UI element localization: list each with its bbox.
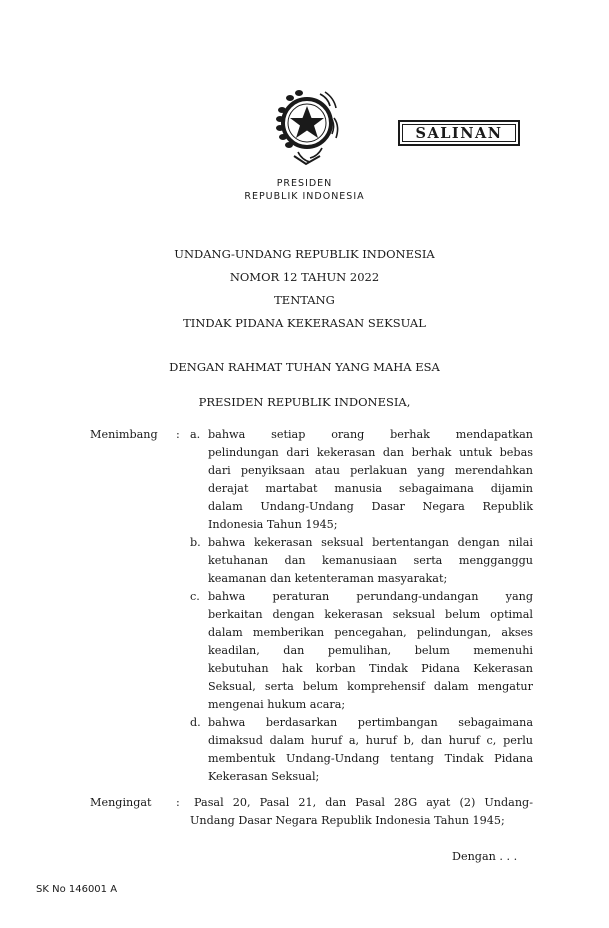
- salinan-label: SALINAN: [402, 124, 516, 142]
- menimbang-colon: :: [176, 428, 180, 441]
- state-emblem-icon: [270, 86, 344, 168]
- law-number: NOMOR 12 TAHUN 2022: [229, 270, 380, 284]
- menimbang-d-line: dimaksud dalam huruf a, huruf b, dan huruf c, perlu: [208, 734, 533, 747]
- header-president: PRESIDEN: [276, 178, 333, 189]
- law-title: UNDANG-UNDANG REPUBLIK INDONESIA: [174, 247, 435, 261]
- continuation-text: Dengan . . .: [452, 850, 518, 863]
- menimbang-c-line: keadilan, dan pemulihan, belum memenuhi: [208, 644, 533, 657]
- menimbang-c-line: kebutuhan hak korban Tindak Pidana Kekerasan: [208, 662, 533, 675]
- menimbang-a-line: bahwa setiap orang berhak mendapatkan: [208, 428, 533, 441]
- menimbang-b-line: ketuhanan dan kemanusiaan serta mengganggu: [208, 554, 533, 567]
- salinan-stamp: [398, 120, 520, 146]
- menimbang-marker-c: c.: [190, 590, 200, 603]
- menimbang-c-line: bahwa peraturan perundang-undangan yang: [208, 590, 533, 603]
- header-republic: REPUBLIK INDONESIA: [244, 191, 365, 202]
- menimbang-b-line: keamanan dan ketenteraman masyarakat;: [208, 572, 448, 585]
- law-subject: TINDAK PIDANA KEKERASAN SEKSUAL: [183, 316, 426, 330]
- menimbang-d-line: bahwa berdasarkan pertimbangan sebagaimana: [208, 716, 533, 729]
- mengingat-label: Mengingat: [90, 796, 152, 809]
- menimbang-c-line: dalam memberikan pencegahan, pelindungan, akses: [208, 626, 533, 639]
- menimbang-d-line: membentuk Undang-Undang tentang Tindak Pidana: [208, 752, 533, 765]
- law-tentang: TENTANG: [274, 293, 335, 307]
- preamble-grace: DENGAN RAHMAT TUHAN YANG MAHA ESA: [169, 360, 440, 374]
- mengingat-colon: :: [176, 796, 180, 809]
- menimbang-d-line: Kekerasan Seksual;: [208, 770, 320, 783]
- menimbang-marker-d: d.: [190, 716, 201, 729]
- menimbang-marker-a: a.: [190, 428, 201, 441]
- mengingat-line: Undang Dasar Negara Republik Indonesia Tahun 1945;: [190, 814, 505, 827]
- menimbang-c-line: Seksual, serta belum komprehensif dalam mengatur: [208, 680, 533, 693]
- menimbang-marker-b: b.: [190, 536, 201, 549]
- preamble-president: PRESIDEN REPUBLIK INDONESIA,: [198, 395, 411, 409]
- menimbang-a-line: derajat martabat manusia sebagaimana dijamin: [208, 482, 533, 495]
- menimbang-a-line: pelindungan dari kekerasan dan berhak untuk bebas: [208, 446, 533, 459]
- menimbang-c-line: berkaitan dengan kekerasan seksual belum optimal: [208, 608, 533, 621]
- menimbang-a-line: dalam Undang-Undang Dasar Negara Republik: [208, 500, 533, 513]
- menimbang-a-line: dari penyiksaan atau perlakuan yang merendahkan: [208, 464, 533, 477]
- document-code: SK No 146001 A: [36, 884, 118, 895]
- menimbang-label: Menimbang: [90, 428, 158, 441]
- menimbang-b-line: bahwa kekerasan seksual bertentangan dengan nilai: [208, 536, 533, 549]
- mengingat-line: Pasal 20, Pasal 21, dan Pasal 28G ayat (2) Undang-: [194, 796, 533, 809]
- menimbang-c-line: mengenai hukum acara;: [208, 698, 346, 711]
- menimbang-a-line: Indonesia Tahun 1945;: [208, 518, 338, 531]
